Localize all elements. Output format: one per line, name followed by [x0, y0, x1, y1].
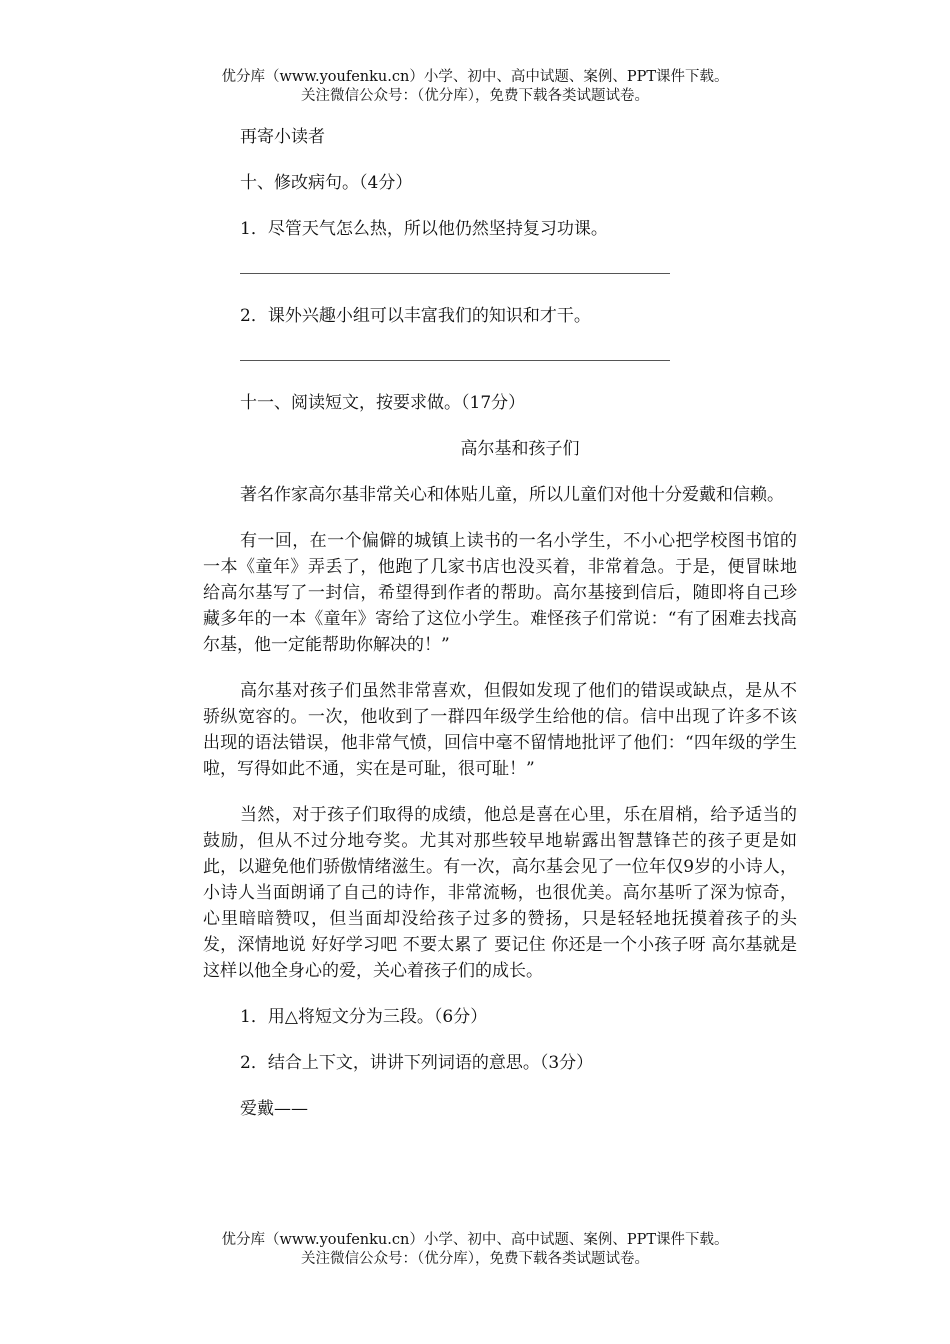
footer-line-1: 优分库（www.youfenku.cn）小学、初中、高中试题、案例、PPT课件下载。 — [221, 1232, 729, 1248]
section-11-title: 十一、阅读短文，按要求做。（17分） — [240, 393, 526, 413]
answer-line-2 — [240, 347, 670, 361]
question-2: 2．结合上下文，讲讲下列词语的意思。（3分） — [240, 1053, 594, 1073]
page-footer — [0, 1231, 950, 1269]
section-10-question-2: 2．课外兴趣小组可以丰富我们的知识和才干。 — [240, 306, 591, 326]
header-line-2: 关注微信公众号：（优分库），免费下载各类试题试卷。 — [301, 88, 649, 104]
question-1: 1．用△将短文分为三段。（6分） — [240, 1007, 488, 1027]
answer-line-1 — [240, 260, 670, 274]
article-title: 高尔基和孩子们 — [460, 439, 580, 459]
line-reread: 再寄小读者 — [240, 127, 325, 147]
article-paragraph-4: 当然，对于孩子们取得的成绩，他总是喜在心里，乐在眉梢，给予适当的鼓励，但从不过分地夸奖。尤其对那些较早地崭露出智慧锋芒的孩子更是如此，以避免他们骄傲情绪滋生。有一次，高尔基会见了一位年仅9岁的小诗人，小诗人当面朗诵了自己的诗作，非常流畅，也很优美。高尔基听了深为惊奇，心里暗暗赞叹，但当面却没给孩子过多的赞扬，只是轻轻地抚摸着孩子的头发，深情地说 好好学习吧 不要太累了 要记住 你还是一个小孩子呀 高尔基就是这样以他全身心的爱，关心着孩子们的成长。 — [203, 805, 797, 981]
article-paragraph-3: 高尔基对孩子们虽然非常喜欢，但假如发现了他们的错误或缺点，是从不骄纵宽容的。一次，他收到了一群四年级学生给他的信。信中出现了许多不该出现的语法错误，他非常气愤，回信中毫不留情地批评了他们：“四年级的学生啦，写得如此不通，实在是可耻，很可耻！” — [203, 681, 797, 779]
article-paragraph-2: 有一回，在一个偏僻的城镇上读书的一名小学生，不小心把学校图书馆的一本《童年》弄丢了，他跑了几家书店也没买着，非常着急。于是，便冒昧地给高尔基写了一封信，希望得到作者的帮助。高尔基接到信后，随即将自己珍藏多年的一本《童年》寄给了这位小学生。难怪孩子们常说：“有了困难去找高尔基，他一定能帮助你解决的！” — [203, 531, 797, 655]
article-paragraph-1: 著名作家高尔基非常关心和体贴儿童，所以儿童们对他十分爱戴和信赖。 — [240, 485, 784, 505]
document-body — [203, 124, 797, 1122]
section-10-title: 十、修改病句。（4分） — [240, 173, 413, 193]
page-header — [0, 68, 950, 106]
word-aidai: 爱戴—— — [240, 1099, 308, 1119]
section-10-question-1: 1．尽管天气怎么热，所以他仍然坚持复习功课。 — [240, 219, 608, 239]
header-line-1: 优分库（www.youfenku.cn）小学、初中、高中试题、案例、PPT课件下载。 — [221, 69, 729, 85]
footer-line-2: 关注微信公众号：（优分库），免费下载各类试题试卷。 — [301, 1251, 649, 1267]
